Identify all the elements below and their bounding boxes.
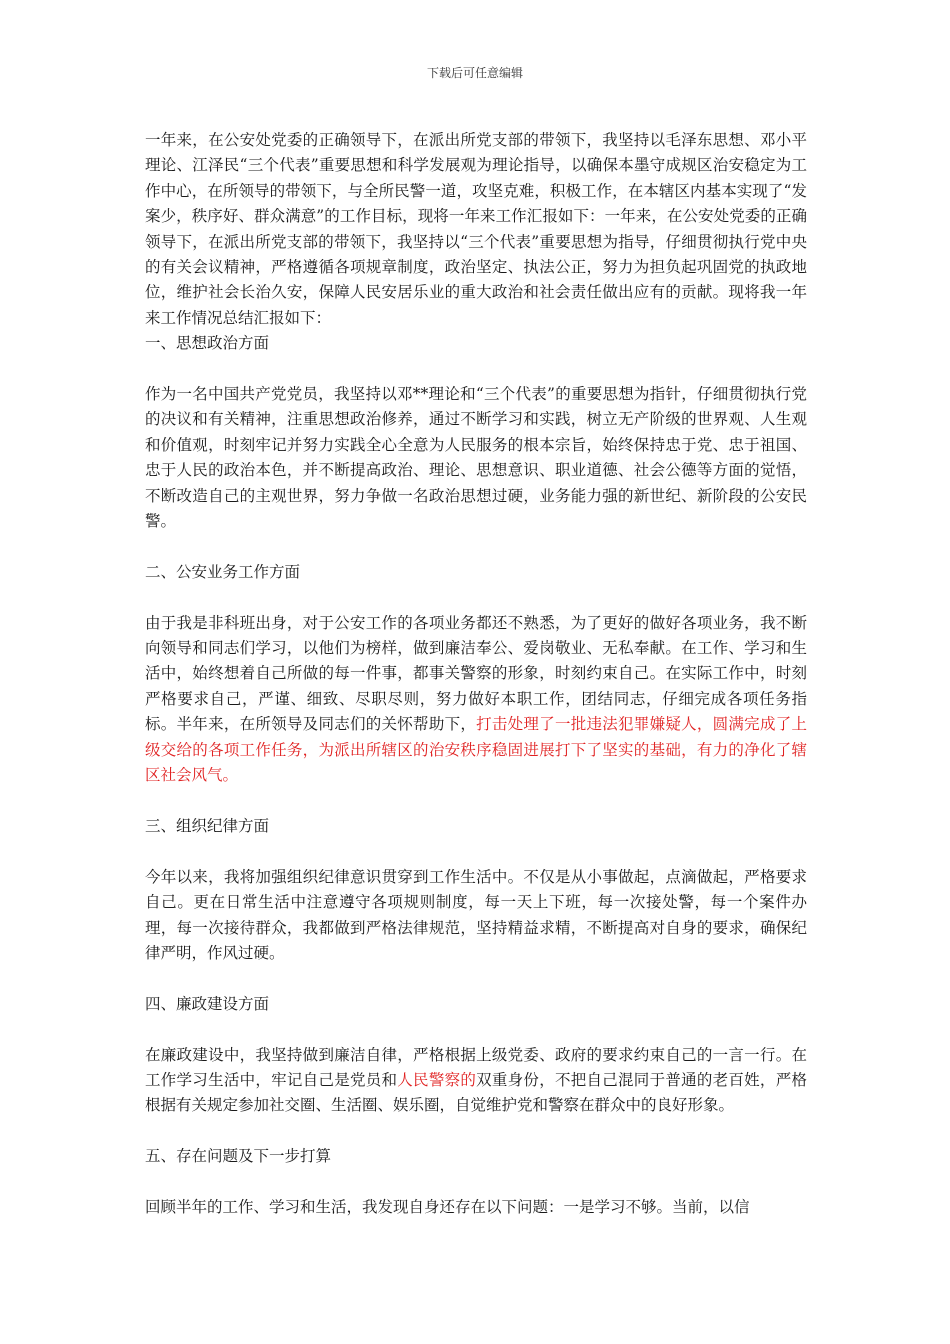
document-body [145,128,807,1220]
section-body-police-work [145,611,807,789]
section-body-problems: 回顾半年的工作、学习和生活，我发现自身还存在以下问题：一是学习不够。当前，以信 [145,1197,750,1216]
integrity-text-after: 双重身份，不把自己混同于普通的老百姓，严格根据有关规定参加社交圈、生活圈、娱乐圈，自觉维护党和警察在群众中的良好形象。 [145,1070,807,1115]
police-work-highlight: 打击处理了一批违法犯罪嫌疑人，圆满完成了上级交给的各项工作任务，为派出所辖区的治安秩序稳固进展打下了坚实的基础，有力的净化了辖区社会风气。 [145,715,807,785]
paragraph-gap [145,1017,807,1042]
section-body-ideology: 作为一名中国共产党党员，我坚持以邓**理论和“三个代表”的重要思想为指针，仔细贯彻执行党的决议和有关精神，注重思想政治修养，通过不断学习和实践，树立无产阶级的世界观、人生观和价值观，时刻牢记并努力实践全心全意为人民服务的根本宗旨，始终保持忠于党、忠于祖国、忠于人民的政治本色，并不断提高政治、理论、思想意识、职业道德、社会公德等方面的觉悟，不断改造自己的主观世界，努力争做一名政治思想过硬，业务能力强的新世纪、新阶段的公安民警。 [145,385,807,531]
section-heading-ideology: 一、思想政治方面 [145,334,270,353]
page-header: 下载后可任意编辑 [426,66,523,80]
police-work-text: 由于我是非科班出身，对于公安工作的各项业务都还不熟悉，为了更好的做好各项业务，我不断向领导和同志们学习，以他们为榜样，做到廉洁奉公、爱岗敬业、无私奉献。在工作、学习和生活中，始终想着自己所做的每一件事，都事关警察的形象，时刻约束自己。在实际工作中，时刻严格要求自己，严谨、细致、尽职尽则，努力做好本职工作，团结同志，仔细完成各项任务指标。半年来，在所领导及同志们的关怀帮助下， [145,613,807,734]
paragraph-gap [145,585,807,610]
paragraph-gap [145,534,807,559]
paragraph-gap [145,966,807,991]
section-body-integrity [145,1043,807,1119]
section-heading-integrity: 四、廉政建设方面 [145,994,270,1013]
section-heading-discipline: 三、组织纪律方面 [145,816,270,835]
paragraph-gap [145,357,807,382]
section-heading-police-work: 二、公安业务工作方面 [145,562,301,581]
paragraph-gap [145,789,807,814]
paragraph-gap [145,1119,807,1144]
paragraph-gap [145,839,807,864]
section-body-discipline: 今年以来，我将加强组织纪律意识贯穿到工作生活中。不仅是从小事做起，点滴做起，严格要求自己。更在日常生活中注意遵守各项规则制度，每一天上下班，每一次接处警，每一个案件办理，每一次接待群众，我都做到严格法律规范，坚持精益求精，不断提高对自身的要求，确保纪律严明，作风过硬。 [145,867,807,962]
integrity-highlight: 人民警察的 [397,1070,477,1089]
section-heading-problems: 五、存在问题及下一步打算 [145,1147,332,1166]
paragraph-gap [145,1170,807,1195]
integrity-text-before: 在廉政建设中，我坚持做到廉洁自律，严格根据上级党委、政府的要求约束自己的一言一行。在工作学习生活中，牢记自己是党员和 [145,1045,807,1089]
intro-paragraph: 一年来，在公安处党委的正确领导下，在派出所党支部的带领下，我坚持以毛泽东思想、邓小平理论、江泽民“三个代表”重要思想和科学发展观为理论指导，以确保本墨守成规区治安稳定为工作中心，在所领导的带领下，与全所民警一道，攻坚克难，积极工作，在本辖区内基本实现了“发案少，秩序好、群众满意”的工作目标，现将一年来工作汇报如下：一年来，在公安处党委的正确领导下，在派出所党支部的带领下，我坚持以“三个代表”重要思想为指导，仔细贯彻执行党中央的有关会议精神，严格遵循各项规章制度，政治坚定、执法公正，努力为担负起巩固党的执政地位，维护社会长治久安，保障人民安居乐业的重大政治和社会责任做出应有的贡献。现将我一年来工作情况总结汇报如下： [145,131,807,327]
